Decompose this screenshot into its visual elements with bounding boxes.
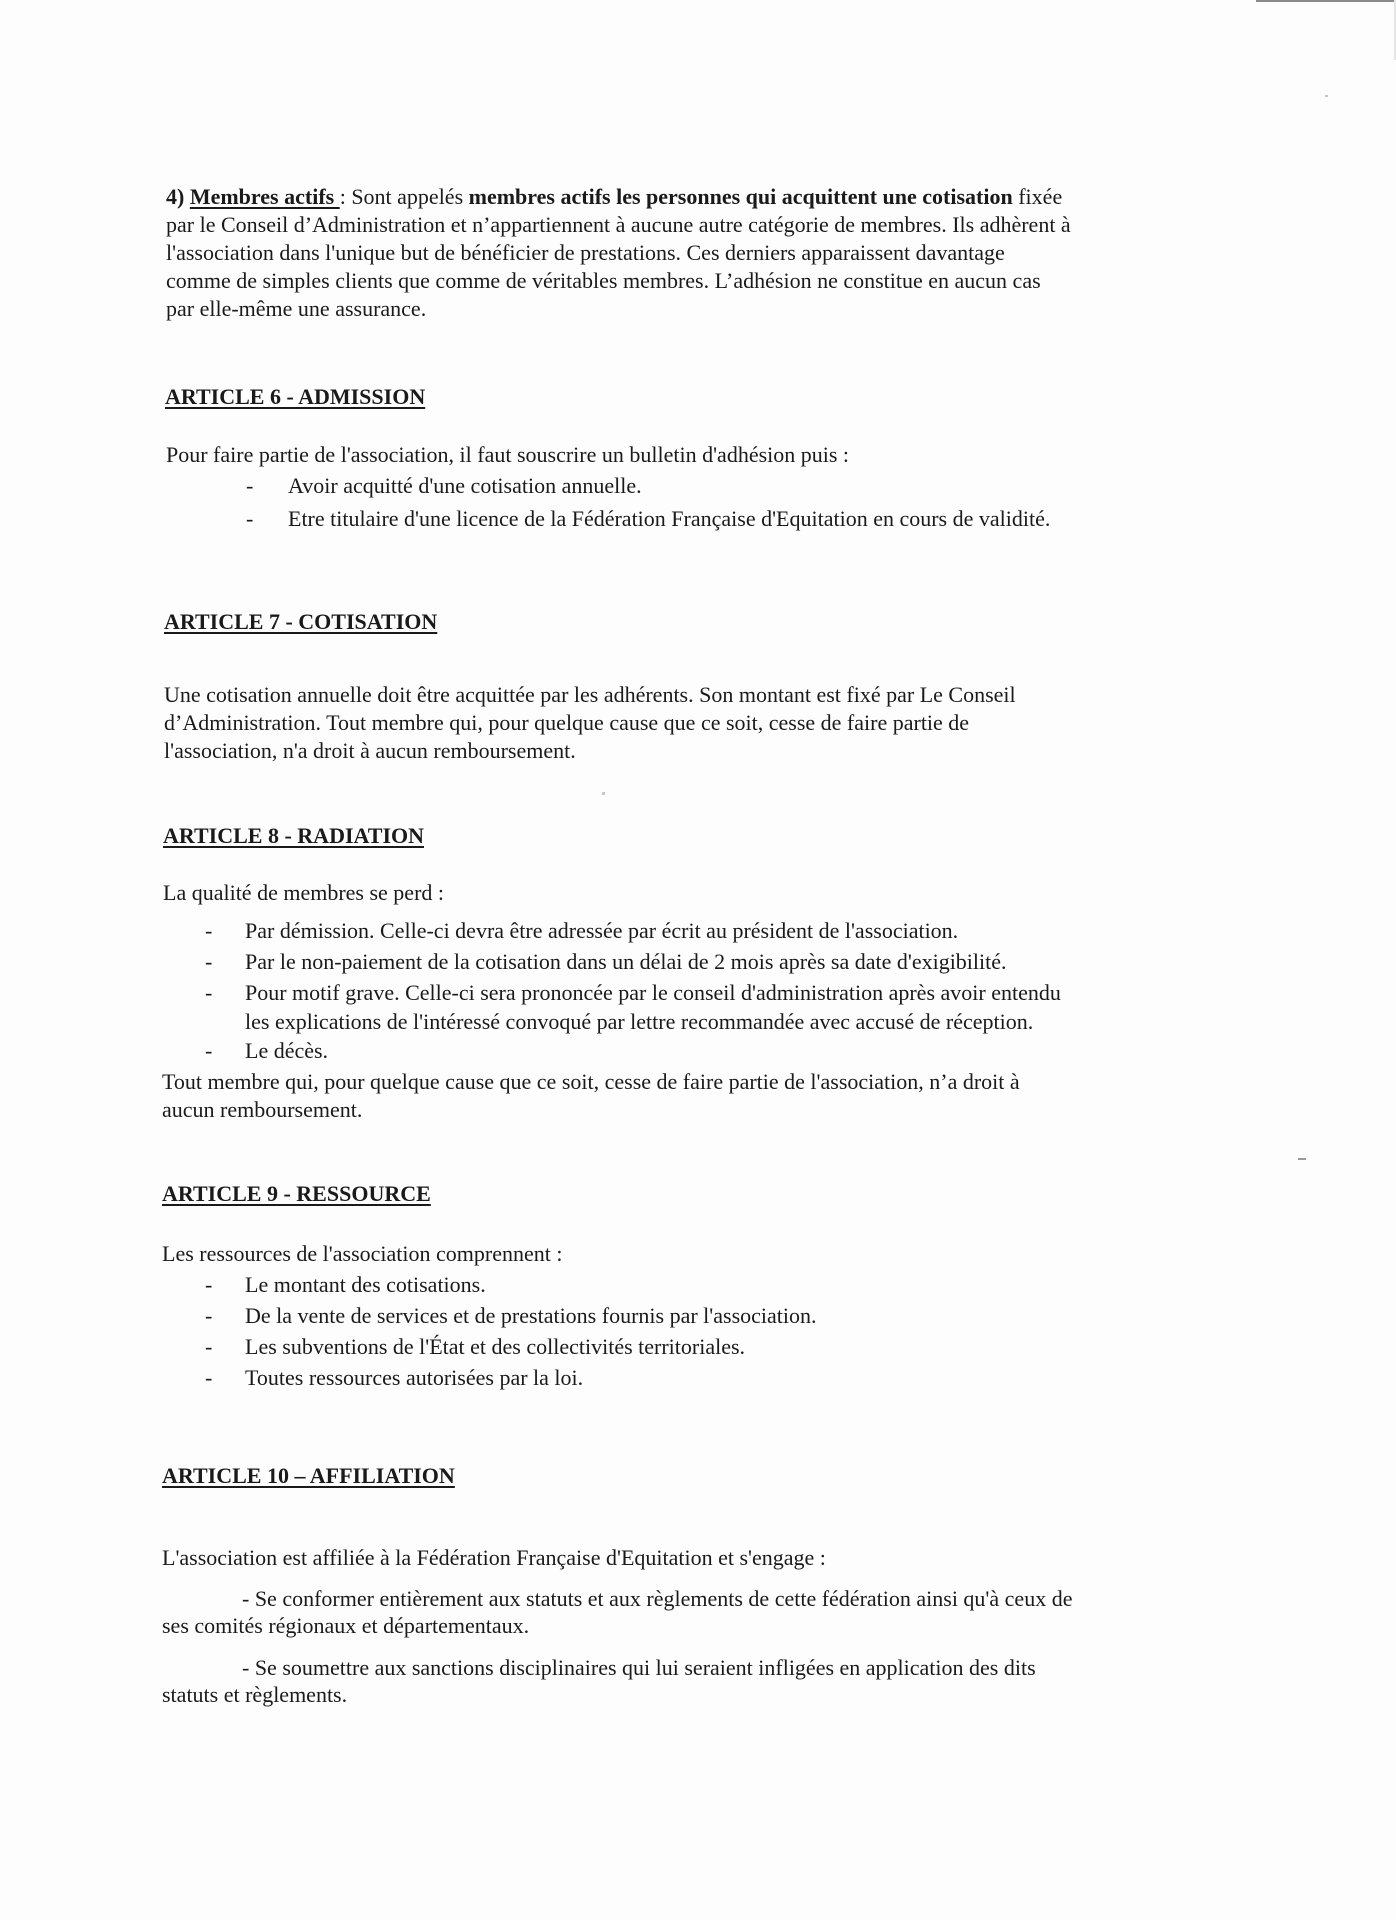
dash-marker: - [205, 918, 213, 943]
article10-heading: ARTICLE 10 – AFFILIATION [162, 1463, 455, 1488]
article6-heading: ARTICLE 6 - ADMISSION [165, 384, 426, 409]
dash-marker: - [205, 949, 213, 974]
article8-item-text: Le décès. [245, 1038, 329, 1063]
article9-item-text: De la vente de services et de prestations fournis par l'association. [245, 1303, 817, 1328]
article8-closing [162, 1068, 1020, 1124]
para4-line3: l'association dans l'unique but de bénéficier de prestations. Ces derniers apparaissent davantage [166, 240, 1005, 265]
article7-line: d’Administration. Tout membre qui, pour quelque cause que ce soit, cesse de faire partie de [164, 710, 970, 735]
article7-heading: ARTICLE 7 - COTISATION [164, 609, 438, 634]
article6-intro: Pour faire partie de l'association, il faut souscrire un bulletin d'adhésion puis : [166, 442, 850, 467]
para4-line4: comme de simples clients que comme de véritables membres. L’adhésion ne constitue en aucun cas [166, 268, 1041, 293]
dash-marker: - [246, 506, 254, 531]
article10-p1-line1: - Se conformer entièrement aux statuts et aux règlements de cette fédération ainsi qu'à ceux de [242, 1586, 1073, 1611]
para4-term: Membres actifs [189, 184, 340, 209]
para4-number: 4) [166, 184, 190, 209]
para4-colon: : Sont appelés [339, 184, 469, 209]
article6-item-text: Avoir acquitté d'une cotisation annuelle. [288, 473, 642, 498]
article10-p1-line2: ses comités régionaux et départementaux. [162, 1613, 530, 1638]
scan-speck [1298, 1158, 1306, 1160]
article8-closing-line: Tout membre qui, pour quelque cause que ce soit, cesse de faire partie de l'association, n’a droit à [162, 1069, 1020, 1094]
article8-intro: La qualité de membres se perd : [163, 880, 445, 905]
article6-item-text: Etre titulaire d'une licence de la Fédération Française d'Equitation en cours de validité. [288, 506, 1051, 531]
dash-marker: - [205, 1334, 213, 1359]
dash-marker: - [205, 1272, 213, 1297]
article7-line: Une cotisation annuelle doit être acquittée par les adhérents. Son montant est fixé par Le Conseil [164, 682, 1016, 707]
article10-p2-line1: - Se soumettre aux sanctions disciplinaires qui lui seraient infligées en application des dits [242, 1655, 1036, 1680]
article9-heading: ARTICLE 9 - RESSOURCE [162, 1181, 431, 1206]
para-membres-actifs [166, 183, 1071, 323]
para4-line1 [166, 183, 1071, 211]
para4-line2: par le Conseil d’Administration et n’appartiennent à aucune autre catégorie de membres. Ils adhèrent à [166, 212, 1071, 237]
dash-marker: - [205, 980, 213, 1005]
dash-marker: - [205, 1365, 213, 1390]
article9-item-text: Les subventions de l'État et des collectivités territoriales. [245, 1334, 746, 1359]
article10-intro: L'association est affiliée à la Fédération Française d'Equitation et s'engage : [162, 1545, 826, 1570]
article8-item-text: Par le non-paiement de la cotisation dans un délai de 2 mois après sa date d'exigibilité. [245, 949, 1007, 974]
article9-item-text: Toutes ressources autorisées par la loi. [245, 1365, 584, 1390]
article7-line: l'association, n'a droit à aucun remboursement. [164, 738, 576, 763]
article8-item-continuation: les explications de l'intéressé convoqué par lettre recommandée avec accusé de réception. [245, 1009, 1034, 1034]
article10-p2-line2: statuts et règlements. [162, 1682, 348, 1707]
article8-closing-line: aucun remboursement. [162, 1097, 363, 1122]
article8-item-text: Par démission. Celle-ci devra être adressée par écrit au président de l'association. [245, 918, 959, 943]
dash-marker: - [205, 1038, 213, 1063]
scan-speck [602, 792, 605, 795]
scan-artifact-line [1256, 0, 1396, 2]
scan-speck [1325, 95, 1328, 97]
article9-item-text: Le montant des cotisations. [245, 1272, 486, 1297]
article8-item-text: Pour motif grave. Celle-ci sera prononcée par le conseil d'administration après avoir entendu [245, 980, 1061, 1005]
para4-line5: par elle-même une assurance. [166, 296, 427, 321]
dash-marker: - [205, 1303, 213, 1328]
article8-heading: ARTICLE 8 - RADIATION [163, 823, 425, 848]
para4-line1-rest: fixée [1012, 184, 1063, 209]
article9-intro: Les ressources de l'association comprennent : [162, 1241, 563, 1266]
article7-body [164, 681, 1016, 765]
dash-marker: - [246, 473, 254, 498]
para4-bold-phrase: membres actifs les personnes qui acquittent une cotisation [468, 184, 1013, 209]
